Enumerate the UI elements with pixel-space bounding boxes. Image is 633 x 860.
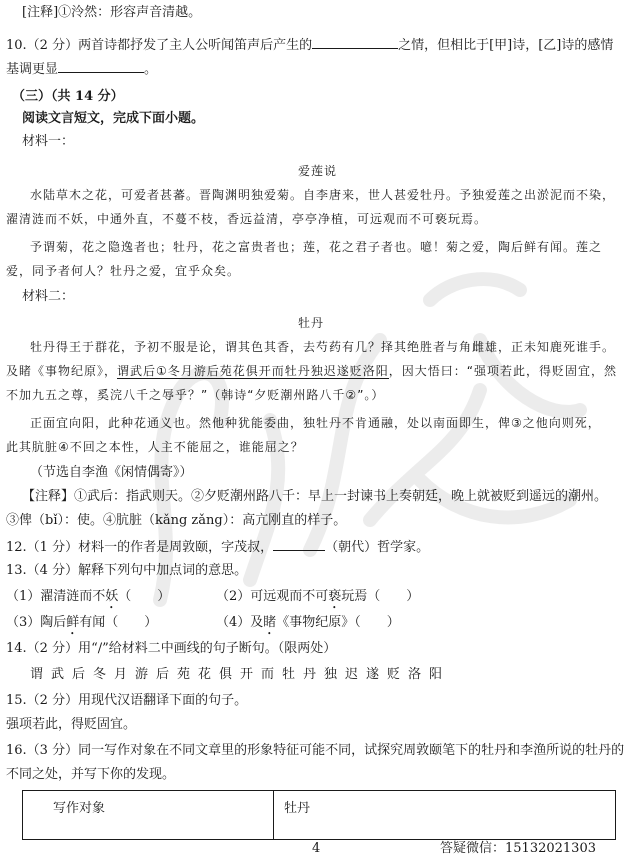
answer-blank[interactable]: 玩焉（ ） [341,589,420,604]
passage-2-line: 正面宜向阳，此种花通义也。然他种犹能委曲，独牡丹不肯通融，处以南面即生，俾③之他向则死， [30,416,601,430]
passage-2-line: 不加九五之尊，奚浣八千之辱乎？”（韩诗“夕贬潮州路八千②”。） [6,388,385,402]
answer-table [22,790,616,840]
title-mudan: 牡丹 [298,316,325,330]
passage-2-text: 及睹《事物纪原》， [6,364,118,378]
question-13-item-2 [216,588,419,612]
passage-1-line: 水陆草木之花，可爱者甚蕃。晋陶渊明独爱菊。自李唐来，世人甚爱牡丹。予独爱莲之出淤泥而不染， [30,188,616,202]
note-line: [注释]①泠然：形容声音清越。 [22,5,202,20]
section-heading: （三）（共 14 分） [12,89,124,104]
question-14-sentence[interactable]: 谓武后冬月游后苑花俱开而牡丹独迟遂贬洛阳 [30,667,451,682]
column-label: 牡丹 [284,801,311,816]
question-12-text-2: （朝代）哲学家。 [325,540,430,555]
question-12-text: 12.（1 分）材料一的作者是周敦颐，字茂叔， [6,540,274,555]
q13-text: （1）濯清涟而不 [6,589,106,604]
passage-1-line: 濯清涟而不妖，中通外直，不蔓不枝，香远益清，亭亭净植，可远观而不可亵玩焉。 [6,212,488,226]
question-10-cont [6,60,157,79]
question-14: 14.（2 分）用“/”给材料二中画线的句子断句。（限两处） [6,641,337,656]
question-16: 16.（3 分）同一写作对象在不同文章里的形象特征可能不同，试探究周敦颐笔下的牡丹和李渔所说的牡丹的 [6,743,625,758]
period: 。 [144,62,158,77]
title-ailianshuo: 爱莲说 [298,164,338,178]
dotted-word: 妖 [105,589,119,604]
question-10 [6,36,613,55]
question-13-item-4 [216,614,400,638]
dotted-word: 睹 [263,615,277,630]
passage-2-text: ，因大悟曰：“强项若此，得贬固宜，然 [388,364,617,378]
page-number: 4 [312,841,321,856]
q13-text: （3）陶后 [6,615,67,630]
question-15: 15.（2 分）用现代汉语翻译下面的句子。 [6,693,248,708]
reading-instruction: 阅读文言短文，完成下面小题。 [22,111,205,126]
question-13: 13.（4 分）解释下列句中加点词的意思。 [6,563,248,578]
answer-blank[interactable] [58,60,144,73]
column-label: 写作对象 [53,801,106,816]
question-13-item-1 [6,588,170,612]
answer-blank[interactable] [273,538,325,551]
dotted-word: 亵 [328,589,342,604]
question-10-text-3: 基调更显 [6,62,59,77]
material-2-label: 材料二： [22,289,75,304]
table-header-cell [23,791,274,840]
q13-text: （4）及 [216,615,264,630]
question-15-sentence: 强项若此，得贬固宜。 [6,717,137,732]
passage-1-line: 爱，同予者何人？牡丹之爱，宜乎众矣。 [6,264,241,278]
table-row [23,791,616,840]
answer-blank[interactable]: 《事物纪原》（ ） [276,615,400,630]
question-13-item-3 [6,614,157,638]
answer-blank[interactable]: （ ） [118,589,171,604]
source-citation: （节选自李渔《闲情偶寄》） [30,465,193,480]
annotation-line: ③俾（bǐ）：使。④肮脏（kǎng zǎng）：高亢刚直的样子。 [6,513,347,528]
material-1-label: 材料一： [22,134,75,149]
underlined-sentence: 谓武后①冬月游后苑花俱开而牡丹独迟遂贬洛阳 [117,364,389,378]
dotted-word: 鲜 [66,615,80,630]
question-10-text: 10.（2 分）两首诗都抒发了主人公听闻笛声后产生的 [6,38,313,53]
question-10-text-2: 之情，但相比于[甲]诗，[乙]诗的感情 [398,38,614,53]
passage-2-line [6,362,617,380]
answer-blank[interactable]: 有闻（ ） [79,615,158,630]
q13-text: （2）可远观而不可 [216,589,329,604]
contact-info: 答疑微信：15132021303 [440,841,596,856]
table-header-cell [274,791,616,840]
question-16-cont: 不同之处，并写下你的发现。 [6,767,176,782]
annotation-line: 【注释】①武后：指武则天。②夕贬潮州路八千：早上一封谏书上奏朝廷，晚上就被贬到遥远的潮州。 [22,489,608,504]
answer-blank[interactable] [312,36,398,49]
passage-2-line: 牡丹得王于群花，予初不服是论，谓其色其香，去芍药有几？择其绝胜者与角雌雄，正未知鹿死谁手。 [30,340,616,354]
passage-1-line: 予谓菊，花之隐逸者也；牡丹，花之富贵者也；莲，花之君子者也。噫！菊之爱，陶后鲜有闻。莲之 [30,240,603,254]
question-12 [6,538,429,557]
passage-2-line: 此其肮脏④不回之本性，人主不能屈之，谁能屈之？ [6,440,304,454]
